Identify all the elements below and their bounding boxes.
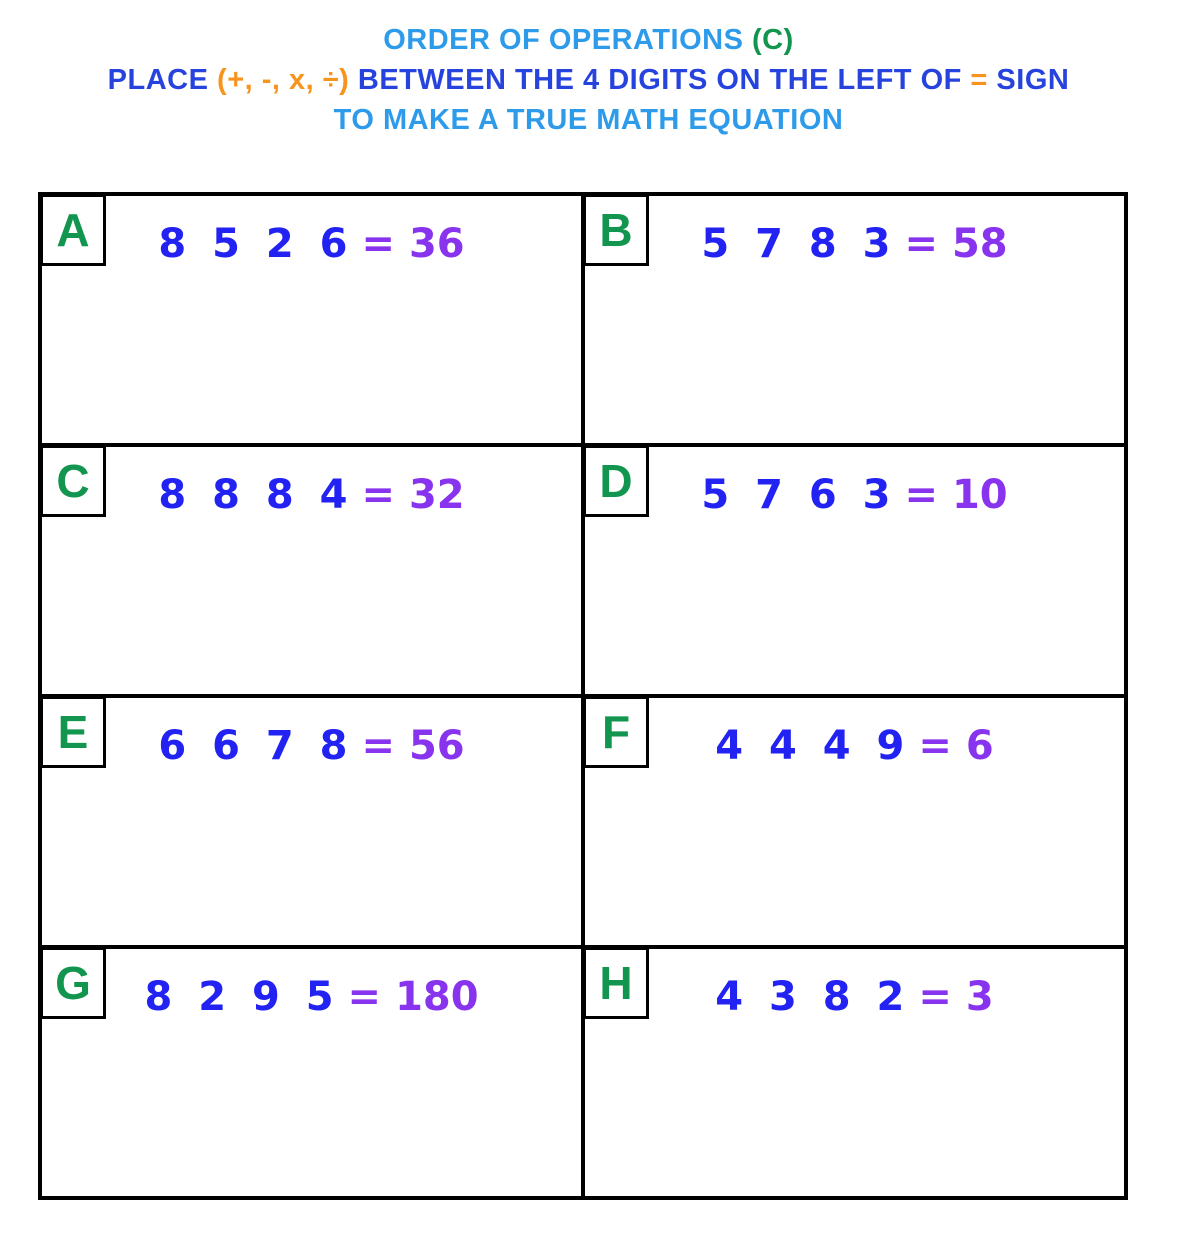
cell-h-result: 3 — [965, 974, 994, 1020]
cell-c-equals-icon: = — [361, 472, 395, 518]
cell-f[interactable] — [583, 696, 1126, 947]
cell-a[interactable] — [40, 194, 583, 445]
instruction-make-true: TO MAKE A TRUE MATH EQUATION — [333, 104, 844, 136]
cell-h[interactable] — [583, 947, 1126, 1198]
cell-e-equals-icon: = — [361, 723, 395, 769]
cell-a-equation — [42, 222, 581, 266]
cell-h-label: H — [599, 957, 633, 1009]
cell-g-equation — [42, 975, 581, 1019]
cell-a-result: 36 — [408, 221, 465, 267]
cell-d-equals-icon: = — [904, 472, 938, 518]
title-line-2 — [0, 60, 1177, 100]
cell-b[interactable] — [583, 194, 1126, 445]
cell-g-label: G — [55, 957, 91, 1009]
cell-e-equation — [42, 724, 581, 768]
cell-b-equals-icon: = — [904, 221, 938, 267]
cell-g-digits: 8 2 9 5 — [144, 974, 334, 1020]
cell-f-digits: 4 4 4 9 — [715, 723, 905, 769]
instruction-equals-symbol: = — [970, 64, 988, 96]
cell-b-result: 58 — [951, 221, 1008, 267]
cell-d-digits: 5 7 6 3 — [701, 472, 891, 518]
cell-f-label: F — [601, 706, 631, 758]
cell-h-digits: 4 3 8 2 — [715, 974, 905, 1020]
cell-d-result: 10 — [951, 472, 1008, 518]
cell-a-digits: 8 5 2 6 — [158, 221, 348, 267]
title-version: (C) — [752, 24, 794, 56]
cell-e-result: 56 — [408, 723, 465, 769]
cell-c[interactable] — [40, 445, 583, 696]
title-main: ORDER OF OPERATIONS — [383, 24, 744, 56]
cell-e-digits: 6 6 7 8 — [158, 723, 348, 769]
cell-c-label-box — [40, 445, 106, 517]
cell-a-equals-icon: = — [361, 221, 395, 267]
cell-b-label-box — [583, 194, 649, 266]
title-line-1 — [0, 20, 1177, 60]
cell-b-label: B — [599, 204, 633, 256]
cell-f-equals-icon: = — [918, 723, 952, 769]
cell-d-label-box — [583, 445, 649, 517]
cell-h-equation — [585, 975, 1124, 1019]
cell-e-label: E — [57, 706, 89, 758]
cell-h-equals-icon: = — [918, 974, 952, 1020]
instruction-sign: SIGN — [996, 64, 1070, 96]
cell-b-equation — [585, 222, 1124, 266]
cell-d-label: D — [599, 455, 633, 507]
cell-f-label-box — [583, 696, 649, 768]
cell-c-digits: 8 8 8 4 — [158, 472, 348, 518]
cell-f-result: 6 — [965, 723, 994, 769]
cell-c-label: C — [56, 455, 90, 507]
cell-g-label-box — [40, 947, 106, 1019]
cell-a-label-box — [40, 194, 106, 266]
cell-d[interactable] — [583, 445, 1126, 696]
cell-h-label-box — [583, 947, 649, 1019]
title-line-3 — [0, 100, 1177, 140]
equation-grid — [38, 192, 1128, 1200]
cell-g-equals-icon: = — [347, 974, 382, 1020]
worksheet-title — [0, 20, 1177, 140]
cell-d-equation — [585, 473, 1124, 517]
cell-g[interactable] — [40, 947, 583, 1198]
cell-c-result: 32 — [408, 472, 465, 518]
instruction-between: BETWEEN THE 4 DIGITS ON THE LEFT OF — [357, 64, 962, 96]
cell-f-equation — [585, 724, 1124, 768]
instruction-operators: (+, -, x, ÷) — [217, 64, 350, 96]
cell-g-result: 180 — [395, 974, 479, 1020]
cell-e-label-box — [40, 696, 106, 768]
cell-e[interactable] — [40, 696, 583, 947]
cell-c-equation — [42, 473, 581, 517]
cell-a-label: A — [56, 204, 90, 256]
cell-b-digits: 5 7 8 3 — [701, 221, 891, 267]
instruction-place: PLACE — [107, 64, 209, 96]
